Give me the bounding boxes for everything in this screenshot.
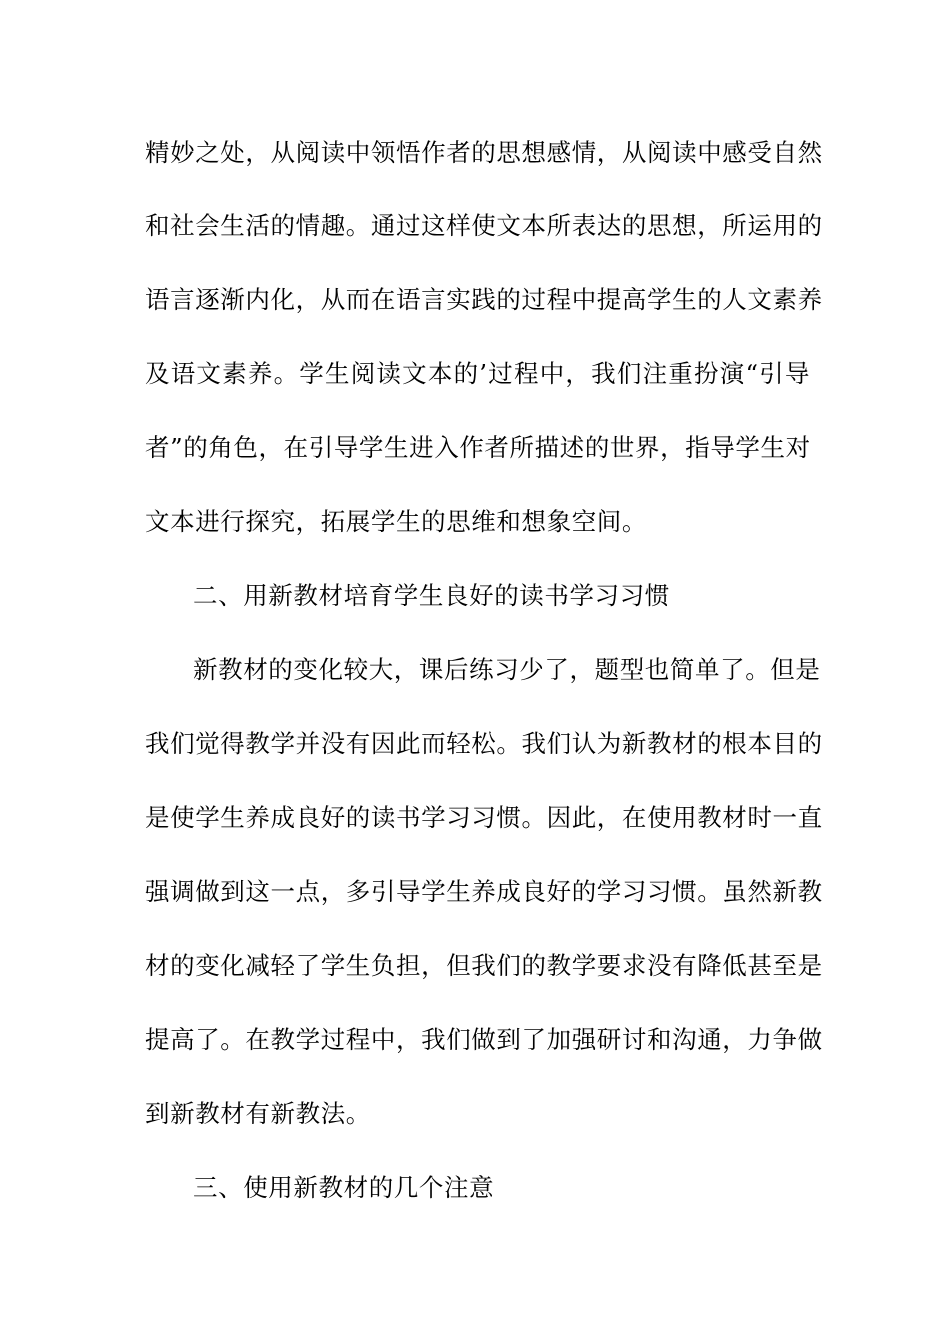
body-text-line: 是使学生养成良好的读书学习习惯。因此，在使用教材时一直: [145, 803, 823, 832]
paragraph-first-line: 新教材的变化较大，课后练习少了，题型也简单了。但是: [193, 655, 821, 684]
body-text-line: 语言逐渐内化，从而在语言实践的过程中提高学生的人文素养: [145, 285, 823, 314]
body-text-line: 提高了。在教学过程中，我们做到了加强研讨和沟通，力争做: [145, 1025, 823, 1054]
body-text-line: 精妙之处，从阅读中领悟作者的思想感情，从阅读中感受自然: [145, 138, 823, 167]
body-text-line: 和社会生活的情趣。通过这样使文本所表达的思想，所运用的: [145, 211, 823, 240]
body-text-line: 材的变化减轻了学生负担，但我们的教学要求没有降低甚至是: [145, 951, 823, 980]
body-text-line: 到新教材有新教法。: [145, 1099, 371, 1128]
body-text-line: 者”的角色，在引导学生进入作者所描述的世界，指导学生对: [145, 433, 811, 462]
section-heading-2: 二、用新教材培育学生良好的读书学习习惯: [193, 581, 670, 610]
body-text-line: 及语文素养。学生阅读文本的’过程中，我们注重扮演“引导: [145, 359, 810, 388]
body-text-line: 我们觉得教学并没有因此而轻松。我们认为新教材的根本目的: [145, 729, 823, 758]
body-text-line: 强调做到这一点，多引导学生养成良好的学习习惯。虽然新教: [145, 877, 823, 906]
section-heading-3: 三、使用新教材的几个注意: [193, 1173, 495, 1202]
body-text-line: 文本进行探究，拓展学生的思维和想象空间。: [145, 507, 647, 536]
